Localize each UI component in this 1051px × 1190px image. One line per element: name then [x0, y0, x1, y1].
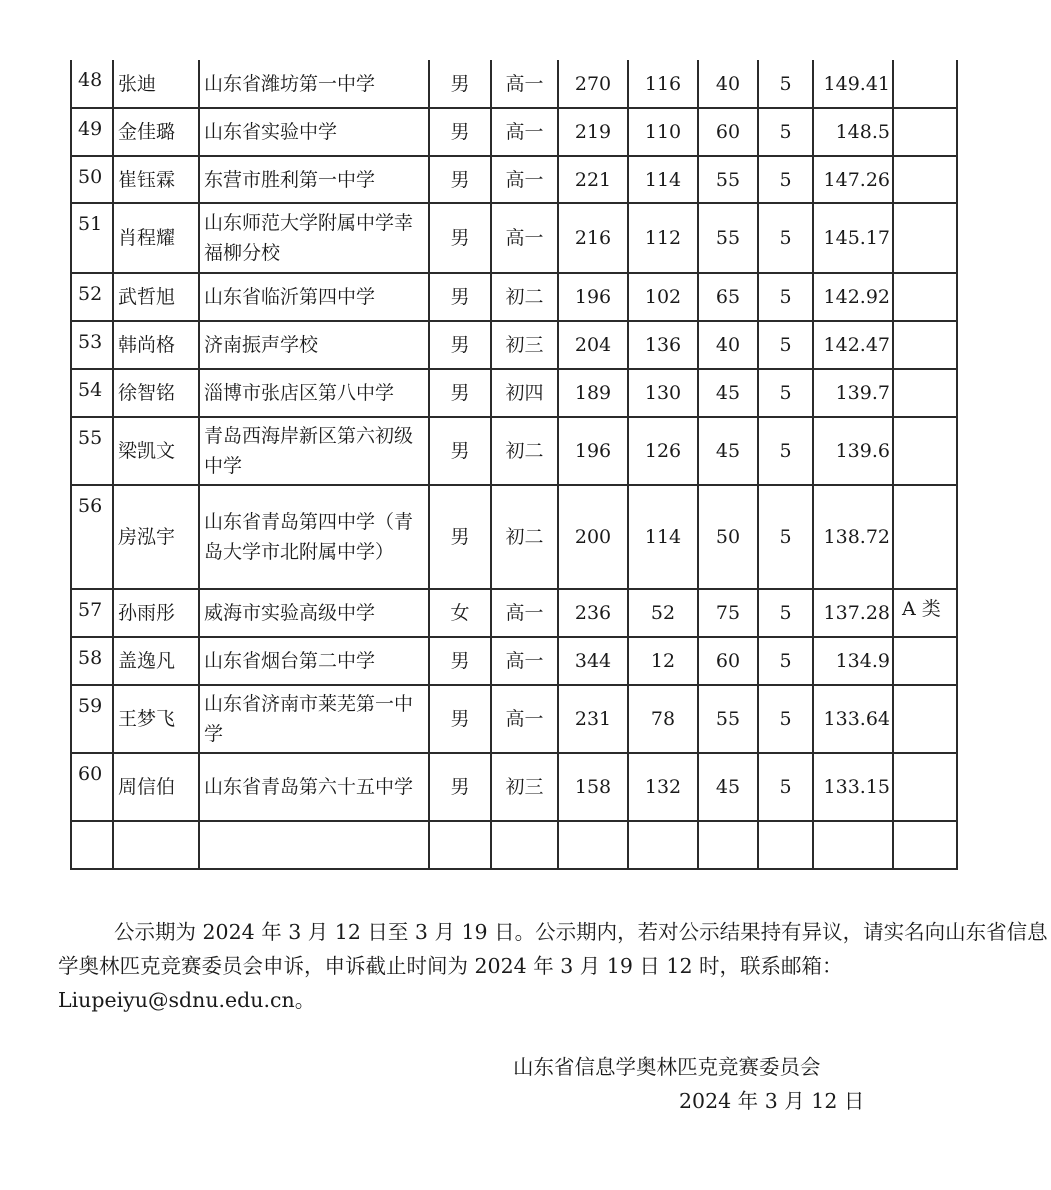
score3-cell: 55 — [698, 156, 758, 203]
name-cell: 周信伯 — [113, 753, 199, 821]
name-cell: 房泓宇 — [113, 485, 199, 589]
grade-cell: 高一 — [491, 203, 558, 273]
score2-cell: 114 — [628, 485, 698, 589]
score1-cell: 236 — [558, 589, 628, 637]
rank-cell: 51 — [71, 203, 113, 273]
score2-cell: 52 — [628, 589, 698, 637]
note-cell — [893, 203, 957, 273]
school-cell: 山东省临沂第四中学 — [199, 273, 429, 321]
school-cell: 山东省潍坊第一中学 — [199, 60, 429, 108]
score4-cell: 5 — [758, 108, 813, 156]
score3-cell: 60 — [698, 637, 758, 685]
grade-cell: 高一 — [491, 637, 558, 685]
school-cell: 山东省烟台第二中学 — [199, 637, 429, 685]
name-cell: 王梦飞 — [113, 685, 199, 753]
table-row — [71, 156, 957, 203]
grade-cell: 高一 — [491, 156, 558, 203]
name-cell: 肖程耀 — [113, 203, 199, 273]
score1-cell: 204 — [558, 321, 628, 369]
total-score-cell: 142.92 — [813, 273, 893, 321]
score1-cell: 270 — [558, 60, 628, 108]
name-cell: 崔钰霖 — [113, 156, 199, 203]
name-cell — [113, 821, 199, 869]
rank-cell: 48 — [71, 60, 113, 108]
score4-cell: 5 — [758, 637, 813, 685]
name-cell: 梁凯文 — [113, 417, 199, 485]
table-row — [71, 821, 957, 869]
score4-cell — [758, 821, 813, 869]
table-row — [71, 685, 957, 753]
total-score-cell — [813, 821, 893, 869]
score4-cell: 5 — [758, 321, 813, 369]
table-row — [71, 637, 957, 685]
name-cell: 武哲旭 — [113, 273, 199, 321]
signature-organization: 山东省信息学奥林匹克竞赛委员会 — [513, 1055, 821, 1079]
name-cell: 韩尚格 — [113, 321, 199, 369]
gender-cell: 男 — [429, 321, 491, 369]
school-cell: 山东师范大学附属中学幸福柳分校 — [199, 203, 429, 273]
table-row — [71, 203, 957, 273]
score3-cell: 50 — [698, 485, 758, 589]
score4-cell: 5 — [758, 273, 813, 321]
score1-cell — [558, 821, 628, 869]
school-cell: 山东省青岛第四中学（青岛大学市北附属中学） — [199, 485, 429, 589]
score4-cell: 5 — [758, 369, 813, 417]
note-cell — [893, 685, 957, 753]
note-cell — [893, 821, 957, 869]
table-row — [71, 60, 957, 108]
gender-cell: 男 — [429, 417, 491, 485]
score2-cell: 126 — [628, 417, 698, 485]
score1-cell: 200 — [558, 485, 628, 589]
signature-date: 2024 年 3 月 12 日 — [679, 1089, 865, 1113]
gender-cell: 女 — [429, 589, 491, 637]
total-score-cell: 137.28 — [813, 589, 893, 637]
total-score-cell: 147.26 — [813, 156, 893, 203]
school-cell: 山东省济南市莱芜第一中学 — [199, 685, 429, 753]
table-row — [71, 753, 957, 821]
gender-cell: 男 — [429, 203, 491, 273]
rank-cell: 49 — [71, 108, 113, 156]
score1-cell: 158 — [558, 753, 628, 821]
score4-cell: 5 — [758, 753, 813, 821]
table-row — [71, 589, 957, 637]
score4-cell: 5 — [758, 417, 813, 485]
score3-cell: 65 — [698, 273, 758, 321]
signature-block — [513, 1050, 864, 1118]
note-cell — [893, 637, 957, 685]
grade-cell: 高一 — [491, 685, 558, 753]
rank-cell: 59 — [71, 685, 113, 753]
score2-cell: 102 — [628, 273, 698, 321]
note-cell — [893, 417, 957, 485]
rank-cell: 52 — [71, 273, 113, 321]
score3-cell: 45 — [698, 417, 758, 485]
gender-cell: 男 — [429, 753, 491, 821]
note-cell — [893, 108, 957, 156]
total-score-cell: 133.64 — [813, 685, 893, 753]
name-cell: 盖逸凡 — [113, 637, 199, 685]
gender-cell: 男 — [429, 485, 491, 589]
note-cell — [893, 485, 957, 589]
results-table — [70, 60, 958, 870]
rank-cell: 53 — [71, 321, 113, 369]
score3-cell: 40 — [698, 60, 758, 108]
name-cell: 孙雨彤 — [113, 589, 199, 637]
score2-cell: 136 — [628, 321, 698, 369]
score2-cell — [628, 821, 698, 869]
gender-cell: 男 — [429, 685, 491, 753]
total-score-cell: 145.17 — [813, 203, 893, 273]
grade-cell — [491, 821, 558, 869]
score1-cell: 189 — [558, 369, 628, 417]
note-cell — [893, 60, 957, 108]
school-cell: 山东省实验中学 — [199, 108, 429, 156]
grade-cell: 高一 — [491, 60, 558, 108]
score4-cell: 5 — [758, 203, 813, 273]
score2-cell: 114 — [628, 156, 698, 203]
rank-cell: 60 — [71, 753, 113, 821]
score3-cell: 55 — [698, 685, 758, 753]
table-row — [71, 321, 957, 369]
table-row — [71, 417, 957, 485]
table-row — [71, 273, 957, 321]
score3-cell — [698, 821, 758, 869]
total-score-cell: 148.5 — [813, 108, 893, 156]
score4-cell: 5 — [758, 685, 813, 753]
score3-cell: 60 — [698, 108, 758, 156]
grade-cell: 初二 — [491, 273, 558, 321]
grade-cell: 高一 — [491, 589, 558, 637]
score3-cell: 45 — [698, 753, 758, 821]
school-cell: 淄博市张店区第八中学 — [199, 369, 429, 417]
score2-cell: 130 — [628, 369, 698, 417]
score2-cell: 110 — [628, 108, 698, 156]
score3-cell: 40 — [698, 321, 758, 369]
grade-cell: 初三 — [491, 753, 558, 821]
total-score-cell: 133.15 — [813, 753, 893, 821]
score1-cell: 344 — [558, 637, 628, 685]
school-cell: 山东省青岛第六十五中学 — [199, 753, 429, 821]
score4-cell: 5 — [758, 60, 813, 108]
rank-cell — [71, 821, 113, 869]
gender-cell — [429, 821, 491, 869]
gender-cell: 男 — [429, 369, 491, 417]
rank-cell: 57 — [71, 589, 113, 637]
table-row — [71, 108, 957, 156]
total-score-cell: 149.41 — [813, 60, 893, 108]
name-cell: 金佳璐 — [113, 108, 199, 156]
total-score-cell: 138.72 — [813, 485, 893, 589]
name-cell: 徐智铭 — [113, 369, 199, 417]
score2-cell: 12 — [628, 637, 698, 685]
notice-paragraph — [58, 915, 1048, 1017]
score1-cell: 196 — [558, 417, 628, 485]
score3-cell: 75 — [698, 589, 758, 637]
score2-cell: 112 — [628, 203, 698, 273]
grade-cell: 高一 — [491, 108, 558, 156]
gender-cell: 男 — [429, 60, 491, 108]
note-cell — [893, 156, 957, 203]
note-cell: A 类 — [893, 589, 957, 637]
note-cell — [893, 321, 957, 369]
grade-cell: 初四 — [491, 369, 558, 417]
table-row — [71, 369, 957, 417]
score4-cell: 5 — [758, 589, 813, 637]
score1-cell: 216 — [558, 203, 628, 273]
rank-cell: 54 — [71, 369, 113, 417]
rank-cell: 56 — [71, 485, 113, 589]
note-cell — [893, 273, 957, 321]
gender-cell: 男 — [429, 637, 491, 685]
score4-cell: 5 — [758, 485, 813, 589]
score2-cell: 132 — [628, 753, 698, 821]
rank-cell: 50 — [71, 156, 113, 203]
name-cell: 张迪 — [113, 60, 199, 108]
score2-cell: 78 — [628, 685, 698, 753]
score3-cell: 55 — [698, 203, 758, 273]
score3-cell: 45 — [698, 369, 758, 417]
rank-cell: 55 — [71, 417, 113, 485]
total-score-cell: 142.47 — [813, 321, 893, 369]
gender-cell: 男 — [429, 156, 491, 203]
total-score-cell: 139.7 — [813, 369, 893, 417]
rank-cell: 58 — [71, 637, 113, 685]
note-cell — [893, 369, 957, 417]
notice-text: 公示期为 2024 年 3 月 12 日至 3 月 19 日。公示期内，若对公示结果持有异议，请实名向山东省信息学奥林匹克竞赛委员会申诉，申诉截止时间为 2024 年 3 月 19 日 12 时，联系邮箱：Liupeiyu@sdnu.edu.cn。 — [58, 920, 1048, 1012]
grade-cell: 初三 — [491, 321, 558, 369]
table-row — [71, 485, 957, 589]
score4-cell: 5 — [758, 156, 813, 203]
gender-cell: 男 — [429, 108, 491, 156]
score1-cell: 221 — [558, 156, 628, 203]
total-score-cell: 134.9 — [813, 637, 893, 685]
school-cell: 济南振声学校 — [199, 321, 429, 369]
grade-cell: 初二 — [491, 417, 558, 485]
school-cell: 威海市实验高级中学 — [199, 589, 429, 637]
note-cell — [893, 753, 957, 821]
school-cell: 青岛西海岸新区第六初级中学 — [199, 417, 429, 485]
gender-cell: 男 — [429, 273, 491, 321]
score1-cell: 196 — [558, 273, 628, 321]
school-cell: 东营市胜利第一中学 — [199, 156, 429, 203]
grade-cell: 初二 — [491, 485, 558, 589]
score2-cell: 116 — [628, 60, 698, 108]
results-table-body — [71, 60, 957, 869]
school-cell — [199, 821, 429, 869]
total-score-cell: 139.6 — [813, 417, 893, 485]
score1-cell: 231 — [558, 685, 628, 753]
score1-cell: 219 — [558, 108, 628, 156]
